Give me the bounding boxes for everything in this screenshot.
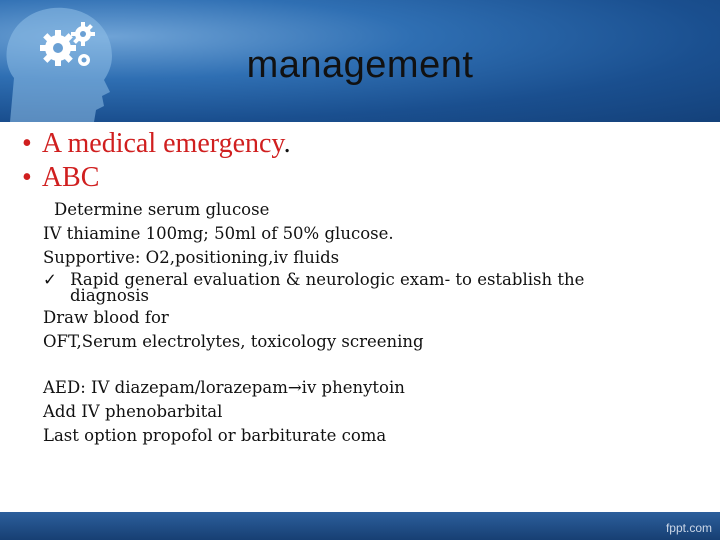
body-line: Determine serum glucose bbox=[54, 200, 270, 219]
header-banner bbox=[0, 0, 720, 122]
bullet-dot-icon: • bbox=[22, 128, 32, 159]
body-line: Last option propofol or barbiturate coma bbox=[43, 426, 387, 445]
body-line: AED: IV diazepam/lorazepam→iv phenytoin bbox=[43, 378, 405, 397]
body-line-text: Rapid general evaluation & neurologic exam- to establish the bbox=[70, 270, 585, 289]
slide-title: management bbox=[246, 44, 474, 86]
footer-bar bbox=[0, 512, 720, 540]
body-line: IV thiamine 100mg; 50ml of 50% glucose. bbox=[43, 224, 394, 243]
bullet-item bbox=[22, 162, 99, 194]
head-with-gears-icon bbox=[0, 0, 150, 122]
body-line: OFT,Serum electrolytes, toxicology screening bbox=[43, 332, 424, 351]
bullet-text: ABC bbox=[41, 162, 100, 193]
bullet-suffix: . bbox=[283, 128, 291, 159]
bullet-text: A medical emergency bbox=[41, 128, 284, 159]
brand-label: fppt.com bbox=[665, 521, 712, 535]
checkmark-icon: ✓ bbox=[43, 270, 57, 289]
slide-body bbox=[0, 122, 720, 512]
body-line: diagnosis bbox=[70, 286, 150, 305]
body-line: Draw blood for bbox=[43, 308, 169, 327]
body-line: Supportive: O2,positioning,iv fluids bbox=[43, 248, 340, 267]
bullet-item bbox=[22, 128, 291, 160]
bullet-dot-icon: • bbox=[22, 162, 32, 193]
body-line: Add IV phenobarbital bbox=[43, 402, 223, 421]
